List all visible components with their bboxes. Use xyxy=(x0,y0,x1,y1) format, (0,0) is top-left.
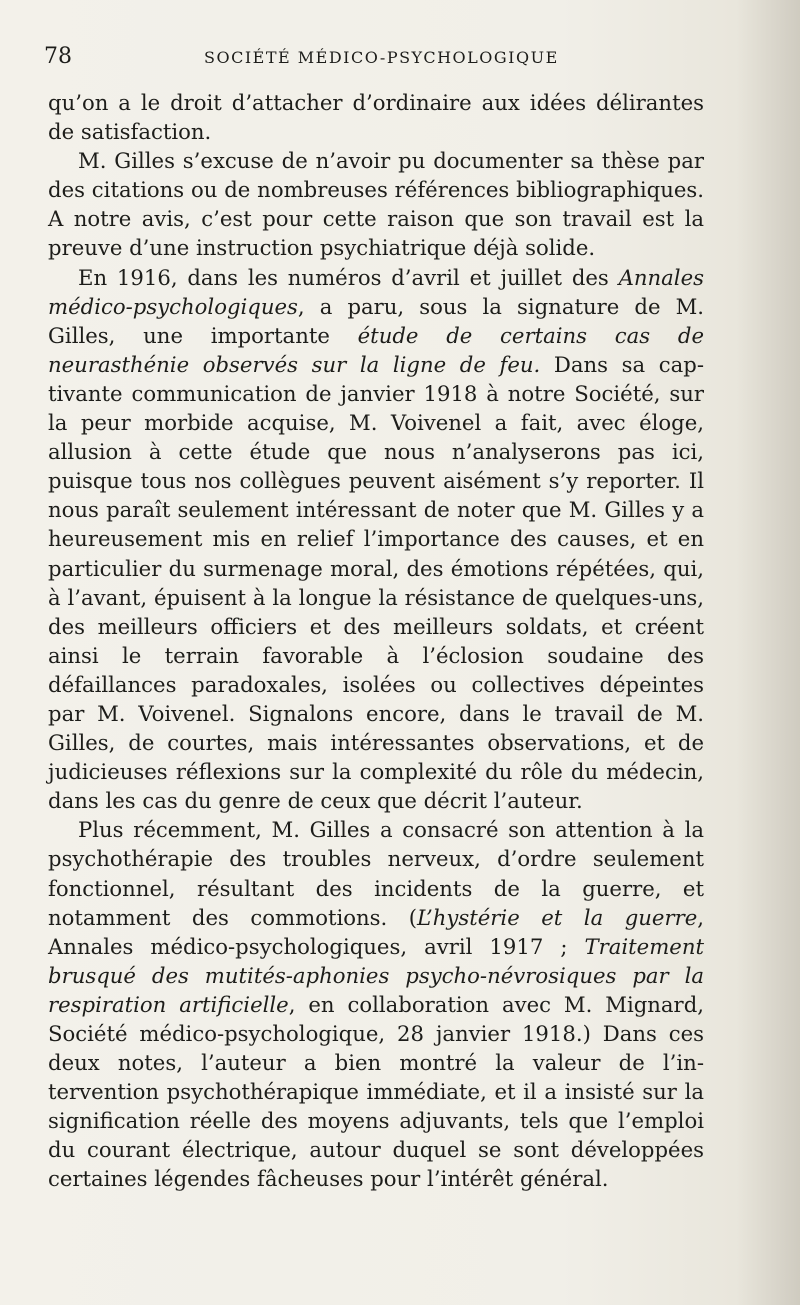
paragraph xyxy=(48,263,704,816)
body-text xyxy=(48,88,704,1194)
text-run: qu’on a le droit d’attacher d’ordinaire aux idées délirantes de satisfaction. xyxy=(48,90,704,145)
running-head: SOCIÉTÉ MÉDICO-PSYCHOLOGIQUE xyxy=(204,48,559,67)
italic-text-run: Traitement brusqué des mutités-aphonies psycho-névrosiques par la respiration artificielle xyxy=(48,933,704,1017)
text-run: , en collaboration avec M. Mignard, Société médico-psychologique, 28 janvier 1918.) Dans ces deux notes, l’auteur a bien montré la valeur de l’intervention psychothérapique immédiate, et il a insisté sur la signification réelle des moyens adjuvants, tels que l’emploi du courant électrique, autour duquel se sont développées certaines légendes fâcheuses pour l’intérêt général. xyxy=(48,991,704,1192)
italic-text-run: Annales médico-psychologiques xyxy=(48,264,704,319)
paragraph xyxy=(48,88,704,146)
text-run: En 1916, dans les numéros d’avril et juillet des xyxy=(78,264,619,290)
italic-text-run: L’hystérie et la guerre xyxy=(417,904,698,930)
text-run: , a paru, sous la signature de M. Gilles, une importante xyxy=(48,293,704,348)
paragraph xyxy=(48,146,704,262)
italic-text-run: étude de certains cas de neurasthénie observés sur la ligne de feu. xyxy=(48,322,704,377)
paragraph xyxy=(48,815,704,1193)
text-run: Dans sa captivante communication de janvier 1918 à notre Société, sur la peur morbide acquise, M. Voivenel a fait, avec éloge, allusion à cette étude que nous n’analyserons pas ici, puisque tous nos collègues peuvent aisément s’y reporter. Il nous paraît seulement intéressant de noter que M. Gilles y a heureusement mis en relief l’importance des causes, et en particulier du surmenage moral, des émotions répétées, qui, à l’avant, épuisent à la longue la résistance de quelques-uns, des meilleurs officiers et des meilleurs soldats, et créent ainsi le terrain favorable à l’éclosion soudaine des défaillances paradoxales, isolées ou collectives dépeintes par M. Voivenel. Signalons encore, dans le travail de M. Gilles, de courtes, mais intéressantes observations, et de judicieuses réflexions sur la complexité du rôle du médecin, dans les cas du genre de ceux que décrit l’auteur. xyxy=(48,351,704,814)
page-header xyxy=(44,44,734,72)
text-run: Plus récemment, M. Gilles a consacré son attention à la psychothérapie des troubles nerveux, d’ordre seulement fonctionnel, résultant des incidents de la guerre, et notamment des commotions. ( xyxy=(48,817,704,930)
page-number: 78 xyxy=(44,44,72,69)
text-run: , Annales médico-psychologiques, avril 1917 ; xyxy=(48,904,704,959)
text-run: M. Gilles s’excuse de n’avoir pu documenter sa thèse par des citations ou de nombreuses références bibliographiques. A notre avis, c’est pour cette raison que son travail est la preuve d’une instruction psychiatrique déjà solide. xyxy=(48,148,704,261)
